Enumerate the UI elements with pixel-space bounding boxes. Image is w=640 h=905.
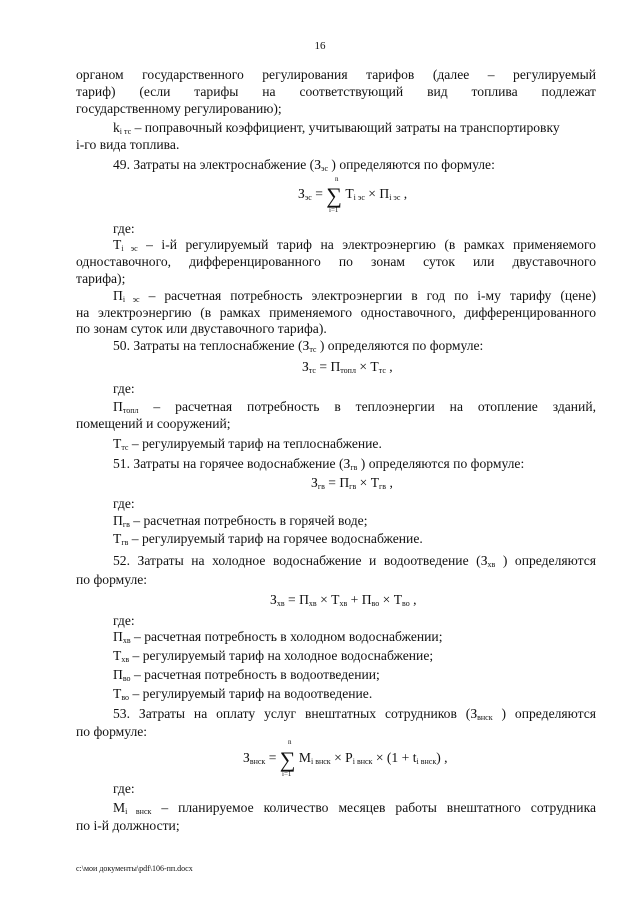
page-number: 16 [314,40,326,52]
label-where: где: [113,221,135,236]
symbol-subscript: хв [487,560,496,569]
definition-t-hv [113,648,596,665]
text-line: тарифа); [76,271,126,286]
sum-upper-limit: n [288,738,292,746]
definition-text: – расчетная потребность в теплоэнергии на отопление зданий, [138,399,596,414]
definition-t-ts [113,436,596,453]
symbol: $Т_{гв}$ [113,531,129,547]
paragraph-51-heading: 51. Затраты на горячее водоснабжение ($З_{гв}$ ) определяются по формуле: [113,456,525,472]
symbol: $П_{хв}$ [113,629,131,645]
symbol-subscript: гв [350,463,358,472]
footer-file-path: c:\мои документы\pdf\106-пп.docx [76,864,193,873]
symbol: $Т_{тс}$ [113,436,129,452]
text-line: по формуле: [76,724,148,739]
definition-p-topl [113,399,596,416]
symbol: $Т_{во}$ [113,686,130,702]
sum-sign: ∑ [279,747,296,772]
symbol: $М_{i внск}$ [113,800,152,816]
definition-text: – регулируемый тариф на теплоснабжение. [128,436,382,451]
label-where: где: [113,496,135,511]
text-line: государственному регулированию); [76,101,282,116]
definition-text: – расчетная потребность в водоотведении; [130,667,380,682]
definition-p-vo [113,667,596,684]
definition-t-gv [113,531,596,548]
text-line: тариф) (если тарифы на соответствующий вид топлива подлежат [76,84,596,99]
definition-text: – i-й регулируемый тариф на электроэнергию (в рамках применяемого [137,237,596,252]
symbol: З [470,706,478,721]
symbol-subscript: тс [309,345,317,354]
definition-text: – регулируемый тариф на холодное водоснабжение; [129,648,434,663]
text-line: i-го вида топлива. [76,137,180,152]
label-where: где: [113,381,135,396]
sum-upper-limit: n [335,175,339,183]
sum-lower-limit: i=1 [282,770,292,778]
definition-text: – расчетная потребность в холодном водоснабжении; [130,629,443,644]
symbol: З [314,157,322,172]
symbol: k [113,120,120,135]
sum-lower-limit: i=1 [329,206,339,214]
definition-text: – расчетная потребность электроэнергии в год по i-му тарифу (цене) [139,288,596,303]
text-line: одноставочного, дифференцированного по зонам суток или двуставочного [76,254,596,269]
formula-51: $З_{гв} = П_{гв} \times Т_{гв}$ , [311,475,393,491]
label-where: где: [113,613,135,628]
symbol: З [302,338,310,353]
definition-k [113,120,596,137]
definition-t-ies [113,237,596,254]
definition-p-hv [113,629,596,646]
symbol-subscript: эс [321,164,328,173]
definition-text: – планируемое количество месяцев работы внештатного сотрудника [151,800,596,815]
symbol-subscript: i тс [119,127,132,136]
symbol: З [343,456,351,471]
definition-p-gv [113,513,596,530]
definition-text: – поправочный коэффициент, учитывающий затраты на транспортировку [131,120,560,135]
symbol: $Т_{i эс}$ [113,237,138,253]
paragraph-53-heading: 53. Затраты на оплату услуг внештатных сотрудников ($З_{внск}$ ) определяются [113,706,597,722]
definition-text: – регулируемый тариф на водоотведение. [129,686,373,701]
symbol: $П_{во}$ [113,667,131,683]
definition-text: – расчетная потребность в горячей воде; [129,513,368,528]
formula-53: $З_{внск}$ = ∑ $М_{i внск} \times Р_{i внск} \times (1 + t_{i внск})$ , [243,747,448,772]
formula-52: $З_{хв} = П_{хв} \times Т_{хв} + П_{во} \times Т_{во}$ , [270,592,417,608]
symbol: $П_{i эс}$ [113,288,140,304]
text-line: по i-й должности; [76,818,180,833]
definition-t-vo [113,686,596,703]
text-line: по формуле: [76,572,148,587]
symbol: $П_{гв}$ [113,513,130,529]
text-line: помещений и сооружений; [76,416,231,431]
paragraph-49-heading: 49. Затраты на электроснабжение ($З_{эс}$ ) определяются по формуле: [113,157,495,173]
symbol-subscript: внск [477,713,493,722]
paragraph-50-heading: 50. Затраты на теплоснабжение ($З_{тс}$ ) определяются по формуле: [113,338,484,354]
text-line: по зонам суток или двуставочного тарифа). [76,321,327,336]
definition-text: – регулируемый тариф на горячее водоснабжение. [128,531,423,546]
symbol: $П_{топл}$ [113,399,139,415]
text-line: на электроэнергию (в рамках применяемого одноставочного, дифференцированного [76,305,596,320]
paragraph-52-heading: 52. Затраты на холодное водоснабжение и водоотведение ($З_{хв}$ ) определяются [113,553,596,569]
symbol: $Т_{хв}$ [113,648,130,664]
formula-50: $З_{тс} = П_{топл} \times Т_{тс}$ , [302,359,393,375]
text-line: органом государственного регулирования тарифов (далее – регулируемый [76,67,596,82]
sum-sign: ∑ [326,183,342,208]
definition-m [113,800,596,817]
formula-49: $З_{эс}$ = ∑ $Т_{i эс} \times П_{i эс}$ , [298,183,408,208]
definition-p-ies [113,288,596,305]
label-where: где: [113,781,135,796]
symbol: З [480,553,488,568]
